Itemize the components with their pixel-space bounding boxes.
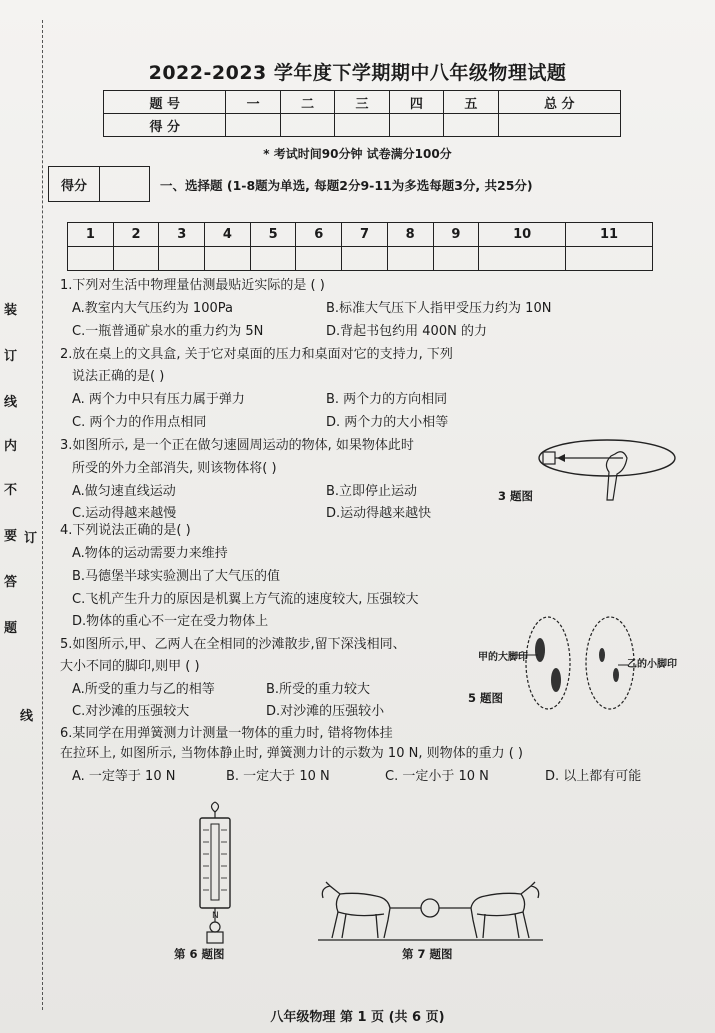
score-header-cell: 一 bbox=[226, 91, 280, 114]
question-5-stem-continued: 大小不同的脚印,则甲 ( ) bbox=[60, 659, 200, 674]
answer-number: 6 bbox=[296, 223, 342, 247]
binding-word: 线 bbox=[20, 709, 34, 724]
question-1-stem: 1.下列对生活中物理量估测最贴近实际的是 ( ) bbox=[60, 278, 325, 293]
section-score-box bbox=[48, 166, 150, 202]
question-6-option-c: C. 一定小于 10 N bbox=[385, 769, 489, 784]
score-header-cell: 二 bbox=[280, 91, 334, 114]
question-6-stem: 6.某同学在用弹簧测力计测量一物体的重力时, 错将物体挂 bbox=[60, 726, 393, 741]
spring-scale-figure bbox=[190, 800, 240, 945]
question-7-caption: 第 7 题图 bbox=[402, 947, 453, 961]
binding-dashed-line bbox=[42, 20, 43, 1010]
binding-word: 内 bbox=[4, 439, 18, 454]
question-4-option-d: D.物体的重心不一定在受力物体上 bbox=[72, 614, 269, 629]
horses-pulling-figure bbox=[318, 880, 543, 945]
score-header-cell: 三 bbox=[335, 91, 389, 114]
answer-number: 1 bbox=[68, 223, 114, 247]
score-cell[interactable] bbox=[498, 114, 620, 137]
spring-scale-unit-mark: N bbox=[212, 911, 219, 921]
question-2-option-b: B. 两个力的方向相同 bbox=[326, 392, 448, 407]
answer-cell[interactable] bbox=[433, 247, 479, 271]
score-row-label: 得 分 bbox=[104, 114, 226, 137]
question-3-stem: 3.如图所示, 是一个正在做匀速圆周运动的物体, 如果物体此时 bbox=[60, 438, 414, 453]
question-4-option-a: A.物体的运动需要力来维持 bbox=[72, 546, 228, 561]
answer-blank-row bbox=[68, 247, 653, 271]
answer-number: 9 bbox=[433, 223, 479, 247]
answer-cell[interactable] bbox=[566, 247, 653, 271]
question-2-stem-continued: 说法正确的是( ) bbox=[72, 369, 165, 384]
question-5-caption: 5 题图 bbox=[468, 691, 504, 705]
score-cell[interactable] bbox=[280, 114, 334, 137]
answer-cell[interactable] bbox=[68, 247, 114, 271]
question-4-stem: 4.下列说法正确的是( ) bbox=[60, 523, 191, 538]
question-3-option-b: B.立即停止运动 bbox=[326, 484, 418, 499]
question-6-option-b: B. 一定大于 10 N bbox=[226, 769, 330, 784]
score-cell[interactable] bbox=[226, 114, 280, 137]
circular-motion-figure bbox=[535, 430, 685, 515]
answer-cell[interactable] bbox=[113, 247, 159, 271]
binding-word: 订 bbox=[24, 531, 38, 546]
answer-cell[interactable] bbox=[342, 247, 388, 271]
question-4-option-b: B.马德堡半球实验测出了大气压的值 bbox=[72, 569, 281, 584]
answer-cell[interactable] bbox=[159, 247, 205, 271]
question-3-stem-continued: 所受的外力全部消失, 则该物体将( ) bbox=[72, 461, 277, 476]
section-score-cell[interactable] bbox=[100, 167, 149, 201]
question-6-option-a: A. 一定等于 10 N bbox=[72, 769, 176, 784]
spring-scale-dial-icon bbox=[421, 899, 439, 917]
question-5-label-left: 甲的大脚印 bbox=[478, 652, 528, 663]
horse-left-icon bbox=[322, 882, 390, 938]
question-2-option-d: D. 两个力的大小相等 bbox=[326, 415, 449, 430]
score-cell[interactable] bbox=[335, 114, 389, 137]
score-header-cell: 五 bbox=[444, 91, 498, 114]
question-1-option-c: C.一瓶普通矿泉水的重力约为 5N bbox=[72, 324, 264, 339]
question-1-option-d: D.背起书包约用 400N 的力 bbox=[326, 324, 487, 339]
question-5-option-a: A.所受的重力与乙的相等 bbox=[72, 682, 215, 697]
score-table-score-row bbox=[104, 114, 621, 137]
question-2-option-c: C. 两个力的作用点相同 bbox=[72, 415, 207, 430]
question-5-option-b: B.所受的重力较大 bbox=[266, 682, 371, 697]
answer-cell[interactable] bbox=[296, 247, 342, 271]
answer-number: 11 bbox=[566, 223, 653, 247]
question-3-option-d: D.运动得越来越快 bbox=[326, 506, 432, 521]
binding-word: 答 bbox=[4, 575, 18, 590]
score-header-cell: 总 分 bbox=[498, 91, 620, 114]
question-1-option-a: A.教室内大气压约为 100Pa bbox=[72, 301, 233, 316]
question-3-caption: 3 题图 bbox=[498, 489, 534, 503]
answer-number: 10 bbox=[479, 223, 566, 247]
section-score-label: 得分 bbox=[49, 167, 100, 201]
binding-word: 题 bbox=[4, 621, 18, 636]
question-3-option-c: C.运动得越来越慢 bbox=[72, 506, 177, 521]
question-2-stem: 2.放在桌上的文具盒, 关于它对桌面的压力和桌面对它的支持力, 下列 bbox=[60, 347, 453, 362]
question-6-option-d: D. 以上都有可能 bbox=[545, 769, 642, 784]
answer-cell[interactable] bbox=[479, 247, 566, 271]
answer-number: 3 bbox=[159, 223, 205, 247]
answer-number: 4 bbox=[205, 223, 251, 247]
answer-number: 8 bbox=[387, 223, 433, 247]
score-table bbox=[103, 90, 621, 137]
answer-table bbox=[67, 222, 653, 271]
question-6-caption: 第 6 题图 bbox=[174, 947, 225, 961]
score-header-cell: 四 bbox=[389, 91, 443, 114]
exam-note: * 考试时间90分钟 试卷满分100分 bbox=[263, 147, 452, 161]
question-4-option-c: C.飞机产生升力的原因是机翼上方气流的速度较大, 压强较大 bbox=[72, 592, 419, 607]
question-5-option-c: C.对沙滩的压强较大 bbox=[72, 704, 190, 719]
binding-word: 装 bbox=[4, 303, 18, 318]
question-2-option-a: A. 两个力中只有压力属于弹力 bbox=[72, 392, 245, 407]
score-cell[interactable] bbox=[444, 114, 498, 137]
page-footer: 八年级物理 第 1 页 (共 6 页) bbox=[270, 1010, 445, 1025]
horse-right-icon bbox=[471, 882, 539, 938]
section-title: 一、选择题 (1-8题为单选, 每题2分9-11为多选每题3分, 共25分) bbox=[160, 178, 533, 193]
question-3-option-a: A.做匀速直线运动 bbox=[72, 484, 176, 499]
question-1-option-b: B.标准大气压下人指甲受压力约为 10N bbox=[326, 301, 552, 316]
binding-word: 订 bbox=[4, 349, 18, 364]
score-header-cell: 题 号 bbox=[104, 91, 226, 114]
answer-number-row bbox=[68, 223, 653, 247]
exam-title: 2022-2023 学年度下学期期中八年级物理试题 bbox=[148, 62, 567, 84]
question-5-stem: 5.如图所示,甲、乙两人在全相同的沙滩散步,留下深浅相同、 bbox=[60, 637, 406, 652]
answer-cell[interactable] bbox=[205, 247, 251, 271]
question-6-stem-continued: 在拉环上, 如图所示, 当物体静止时, 弹簧测力计的示数为 10 N, 则物体的重力 ( ) bbox=[60, 746, 523, 761]
answer-cell[interactable] bbox=[250, 247, 296, 271]
score-table-header-row bbox=[104, 91, 621, 114]
binding-word: 线 bbox=[4, 395, 18, 410]
binding-word: 不 bbox=[4, 483, 18, 498]
score-cell[interactable] bbox=[389, 114, 443, 137]
question-5-option-d: D.对沙滩的压强较小 bbox=[266, 704, 385, 719]
answer-number: 5 bbox=[250, 223, 296, 247]
binding-word: 要 bbox=[4, 529, 18, 544]
question-5-label-right: 乙的小脚印 bbox=[627, 659, 677, 670]
answer-number: 7 bbox=[342, 223, 388, 247]
answer-cell[interactable] bbox=[387, 247, 433, 271]
answer-number: 2 bbox=[113, 223, 159, 247]
